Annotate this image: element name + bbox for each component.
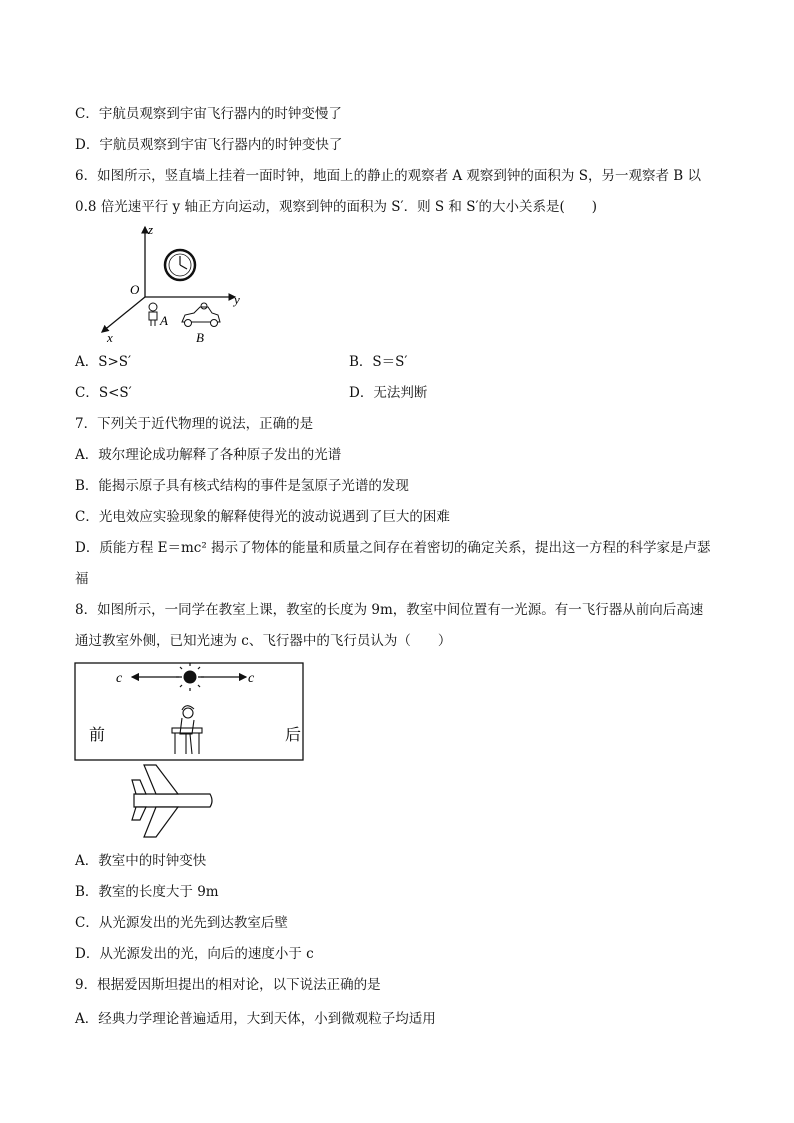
q8-figure <box>74 662 306 842</box>
axis-y-label: y <box>234 292 240 307</box>
q7-option-d-line2: 福 <box>75 571 89 587</box>
observer-a-label: A <box>160 313 168 328</box>
aircraft-icon <box>132 765 212 837</box>
axis-z-label: z <box>148 222 154 237</box>
q8-option-b: B．教室的长度大于 9m <box>75 884 219 900</box>
q8-option-d: D．从光源发出的光，向后的速度小于 c <box>75 946 314 962</box>
observer-a-icon <box>149 303 157 326</box>
q8-stem-line2: 通过教室外侧，已知光速为 c、飞行器中的飞行员认为（ ） <box>75 633 452 649</box>
q5-option-d: D．宇航员观察到宇宙飞行器内的时钟变快了 <box>75 137 343 153</box>
q9-stem: 9．根据爱因斯坦提出的相对论，以下说法正确的是 <box>75 977 381 993</box>
axis-x-label: x <box>107 330 113 345</box>
observer-b-car-icon <box>182 303 220 327</box>
q6-figure <box>90 222 260 347</box>
q7-option-a: A．玻尔理论成功解释了各种原子发出的光谱 <box>75 447 342 463</box>
observer-b-label: B <box>196 330 204 345</box>
q7-option-c: C．光电效应实验现象的解释使得光的波动说遇到了巨大的困难 <box>75 509 450 525</box>
q5-option-c: C．宇航员观察到宇宙飞行器内的时钟变慢了 <box>75 106 342 122</box>
q6-option-c: C．S<S′ <box>75 385 132 401</box>
q9-option-a: A．经典力学理论普遍适用，大到天体，小到微观粒子均适用 <box>75 1011 436 1027</box>
q6-option-d: D．无法判断 <box>349 385 428 401</box>
q8-stem-line1: 8．如图所示，一同学在教室上课，教室的长度为 9m，教室中间位置有一光源。有一飞行器从前向后高速 <box>75 602 704 618</box>
q6-stem-line2: 0.8 倍光速平行 y 轴正方向运动，观察到钟的面积为 S′．则 S 和 S′的大小关系是( ) <box>75 199 598 215</box>
speed-c-right: c <box>248 671 255 686</box>
wall-clock-icon <box>165 250 195 280</box>
speed-c-left: c <box>116 671 123 686</box>
q7-option-d-line1: D．质能方程 E＝mc² 揭示了物体的能量和质量之间存在着密切的确定关系，提出这一方程的科学家是卢瑟 <box>75 540 711 556</box>
origin-label: O <box>130 282 140 297</box>
front-label: 前 <box>89 725 106 744</box>
x-axis <box>102 297 145 332</box>
q6-option-b: B．S＝S′ <box>349 354 408 370</box>
q7-stem: 7．下列关于近代物理的说法，正确的是 <box>75 416 314 432</box>
q8-option-a: A．教室中的时钟变快 <box>75 853 207 869</box>
q6-option-a: A．S>S′ <box>75 354 132 370</box>
q6-stem-line1: 6．如图所示，竖直墙上挂着一面时钟，地面上的静止的观察者 A 观察到钟的面积为 S，另一观察者 B 以 <box>75 168 701 184</box>
q7-option-b: B．能揭示原子具有核式结构的事件是氢原子光谱的发现 <box>75 478 409 494</box>
back-label: 后 <box>285 725 302 744</box>
student-icon <box>172 706 202 754</box>
q8-option-c: C．从光源发出的光先到达教室后壁 <box>75 915 288 931</box>
